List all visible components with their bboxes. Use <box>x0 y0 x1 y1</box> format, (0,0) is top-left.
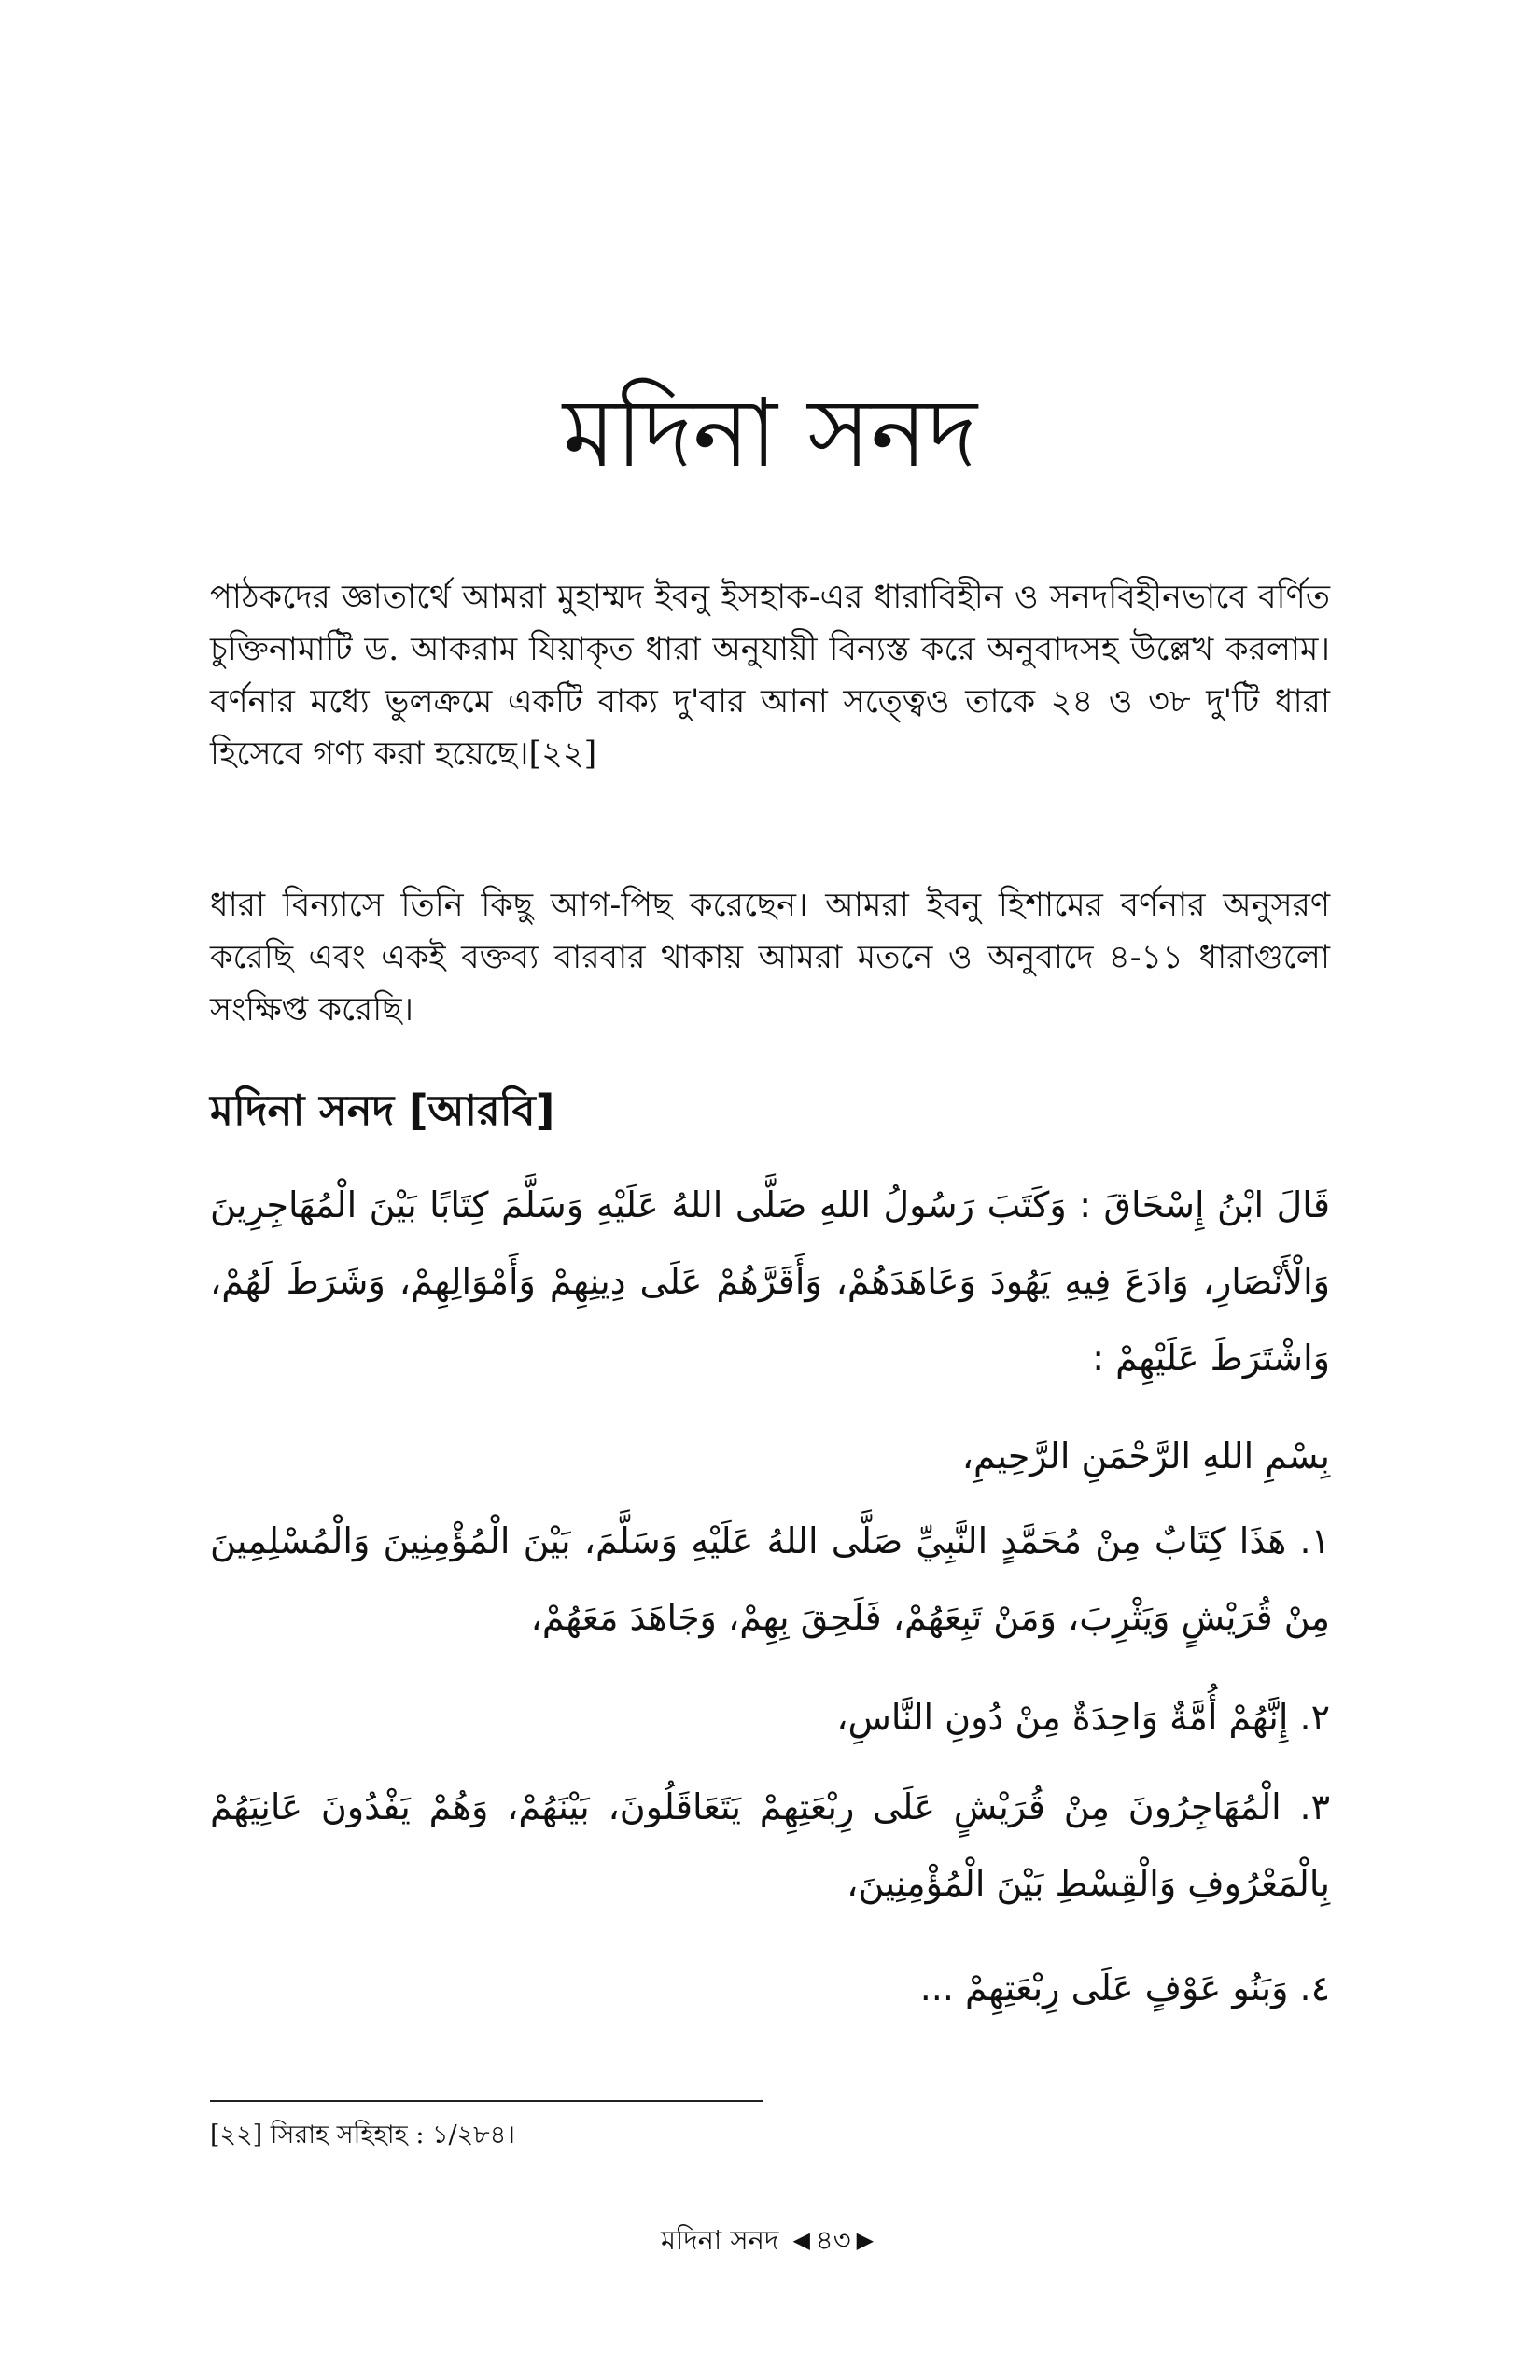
footnote-reference[interactable]: [২২] <box>528 735 597 773</box>
arabic-bismillah: بِسْمِ اللهِ الرَّحْمَنِ الرَّحِيمِ، <box>961 1435 1330 1477</box>
chapter-title: মদিনা সনদ <box>562 378 978 489</box>
page-number: ৪৩ <box>815 2224 851 2256</box>
arabic-clause-3: ٣. الْمُهَاجِرُونَ مِنْ قُرَيْشٍ عَلَى رِبْعَتِهِمْ يَتَعَاقَلُونَ، بَيْنَهُمْ، وَهُمْ يَفْدُونَ عَانِيَهُمْ بِالْمَعْرُوفِ وَالْقِسْطِ بَيْنَ الْمُؤْمِنِينَ، <box>210 1786 1330 1904</box>
footnote <box>210 2117 515 2154</box>
intro-paragraph-1 <box>210 571 1330 780</box>
footnote-marker: [২২] <box>210 2121 263 2149</box>
arabic-clause-1: ١. هَذَا كِتَابٌ مِنْ مُحَمَّدٍ النَّبِيِّ صَلَّى اللهُ عَلَيْهِ وَسَلَّمَ، بَيْنَ الْمُؤْمِنِينَ وَالْمُسْلِمِينَ مِنْ قُرَيْشٍ وَيَثْرِبَ، وَمَنْ تَبِعَهُمْ، فَلَحِقَ بِهِمْ، وَجَاهَدَ مَعَهُمْ، <box>210 1520 1330 1638</box>
section-heading: মদিনা সনদ [আরবি] <box>210 1085 555 1135</box>
footnote-divider <box>210 2100 763 2102</box>
footnote-text: সিরাহ সহিহাহ : ১/২৮৪। <box>270 2121 515 2149</box>
book-page <box>210 0 1330 2380</box>
running-footer <box>210 2219 1330 2259</box>
arabic-clause-2: ٢. إِنَّهُمْ أُمَّةٌ وَاحِدَةٌ مِنْ دُونِ النَّاسِ، <box>836 1697 1330 1738</box>
chevron-left-icon: ◀ <box>792 2227 810 2253</box>
intro-paragraph-2: ধারা বিন্যাসে তিনি কিছু আগ-পিছ করেছেন। আমরা ইবনু হিশামের বর্ণনার অনুসরণ করেছি এবং একই বক্তব্য বারবার থাকায় আমরা মতনে ও অনুবাদে ৪-১১ ধারাগুলো সংক্ষিপ্ত করেছি। <box>210 887 1330 1029</box>
chevron-right-icon: ▶ <box>856 2227 875 2253</box>
arabic-clause-4: ٤. وَبَنُو عَوْفٍ عَلَى رِبْعَتِهِمْ ... <box>919 1967 1330 2009</box>
arabic-intro-paragraph: قَالَ ابْنُ إِسْحَاقَ : وَكَتَبَ رَسُولُ اللهِ صَلَّى اللهُ عَلَيْهِ وَسَلَّمَ كِتَابًا بَيْنَ الْمُهَاجِرِينَ وَالْأَنْصَارِ، وَادَعَ فِيهِ يَهُودَ وَعَاهَدَهُمْ، وَأَقَرَّهُمْ عَلَى دِينِهِمْ وَأَمْوَالِهِمْ، وَشَرَطَ لَهُمْ، وَاشْتَرَطَ عَلَيْهِمْ : <box>210 1184 1330 1379</box>
intro-paragraph-1-text: পাঠকদের জ্ঞাতার্থে আমরা মুহাম্মদ ইবনু ইসহাক-এর ধারাবিহীন ও সনদবিহীনভাবে বর্ণিত চুক্তিনামাটি ড. আকরাম যিয়াকৃত ধারা অনুযায়ী বিন্যস্ত করে অনুবাদসহ উল্লেখ করলাম। বর্ণনার মধ্যে ভুলক্রমে একটি বাক্য দু'বার আনা সত্ত্বেও তাকে ২৪ ও ৩৮ দু'টি ধারা হিসেবে গণ্য করা হয়েছে। <box>210 579 1330 773</box>
running-title: মদিনা সনদ <box>660 2224 779 2256</box>
